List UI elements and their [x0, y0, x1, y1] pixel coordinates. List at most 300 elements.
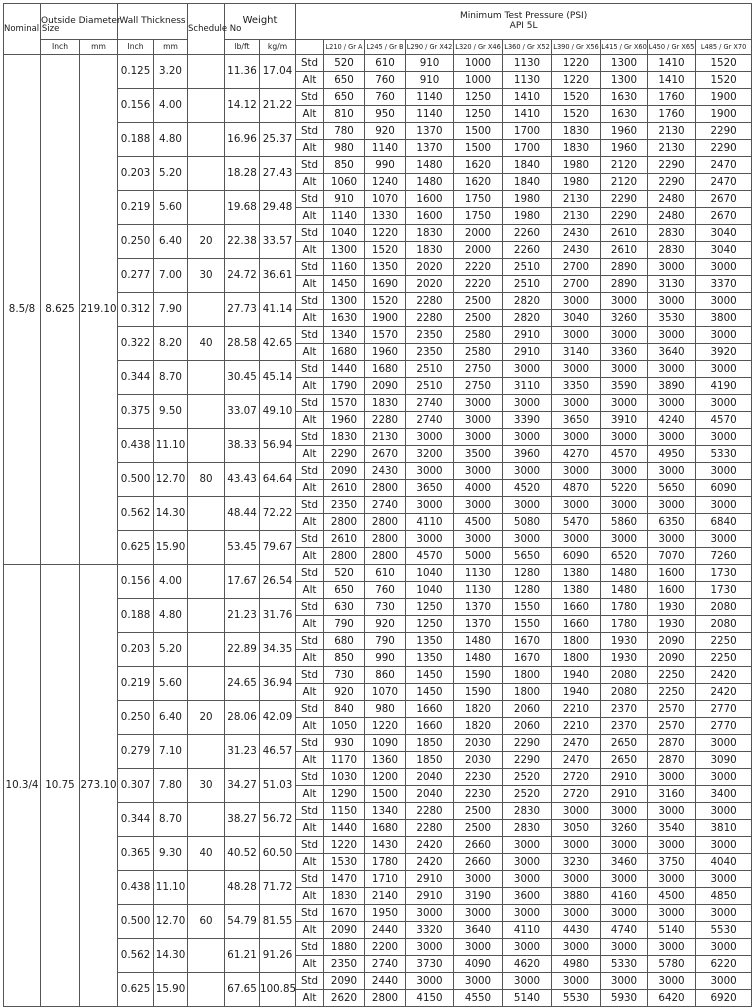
- pressure-cell: 5650: [503, 548, 552, 565]
- pressure-cell: 3000: [454, 395, 503, 412]
- pressure-cell: 1410: [648, 72, 696, 89]
- wall-inch-cell: 0.500: [118, 905, 154, 939]
- schedule-cell: [188, 531, 225, 565]
- pressure-cell: 1950: [365, 905, 406, 922]
- pressure-cell: 1140: [324, 208, 365, 225]
- weight-lbft-cell: 24.65: [225, 667, 260, 701]
- schedule-cell: 20: [188, 225, 225, 259]
- pressure-cell: 2350: [406, 344, 454, 361]
- pressure-cell: 3000: [503, 361, 552, 378]
- schedule-cell: [188, 361, 225, 395]
- pressure-cell: 2890: [601, 259, 648, 276]
- pressure-cell: 2430: [552, 225, 601, 242]
- pressure-cell: 3000: [552, 803, 601, 820]
- weight-lbft-cell: 18.28: [225, 157, 260, 191]
- pressure-cell: 3000: [696, 497, 752, 514]
- pressure-cell: 5930: [601, 990, 648, 1007]
- pressure-cell: 760: [365, 582, 406, 599]
- weight-kgm-cell: 100.85: [260, 973, 296, 1007]
- schedule-cell: [188, 633, 225, 667]
- weight-lbft-cell: 30.45: [225, 361, 260, 395]
- pressure-cell: 2740: [365, 956, 406, 973]
- wall-mm-cell: 5.20: [154, 157, 188, 191]
- pressure-cell: 2610: [601, 242, 648, 259]
- schedule-cell: [188, 973, 225, 1007]
- pressure-cell: 2250: [648, 684, 696, 701]
- pressure-cell: 1000: [454, 72, 503, 89]
- pressure-cell: 5220: [601, 480, 648, 497]
- pressure-cell: 2020: [406, 276, 454, 293]
- pressure-cell: 1670: [503, 650, 552, 667]
- weight-kgm-cell: 49.10: [260, 395, 296, 429]
- wall-mm-cell: 4.00: [154, 89, 188, 123]
- pressure-cell: 1900: [365, 310, 406, 327]
- wall-inch-cell: 0.277: [118, 259, 154, 293]
- pressure-cell: 1600: [648, 582, 696, 599]
- std-label-cell: Std: [296, 497, 324, 514]
- pressure-cell: 1830: [324, 429, 365, 446]
- pressure-cell: 2090: [365, 378, 406, 395]
- alt-label-cell: Alt: [296, 344, 324, 361]
- pressure-cell: 3880: [552, 888, 601, 905]
- pressure-cell: 2720: [552, 769, 601, 786]
- wall-mm-cell: 14.30: [154, 939, 188, 973]
- alt-label-cell: Alt: [296, 106, 324, 123]
- pressure-cell: 1070: [365, 191, 406, 208]
- nominal-size-cell: 10.3/4: [4, 565, 41, 1007]
- wall-mm-cell: 12.70: [154, 463, 188, 497]
- pressure-cell: 2510: [406, 361, 454, 378]
- wall-mm-cell: 5.60: [154, 191, 188, 225]
- pressure-cell: 5470: [552, 514, 601, 531]
- pressure-cell: 2800: [365, 531, 406, 548]
- pressure-cell: 1380: [552, 565, 601, 582]
- pressure-cell: 1470: [324, 871, 365, 888]
- pressure-cell: 1520: [696, 55, 752, 72]
- wall-mm-cell: 15.90: [154, 973, 188, 1007]
- pressure-cell: 3000: [454, 939, 503, 956]
- pressure-cell: 2440: [365, 922, 406, 939]
- pressure-cell: 1620: [454, 174, 503, 191]
- pressure-cell: 1070: [365, 684, 406, 701]
- schedule-cell: 60: [188, 905, 225, 939]
- pressure-cell: 2220: [454, 276, 503, 293]
- pressure-cell: 3000: [601, 837, 648, 854]
- std-label-cell: Std: [296, 259, 324, 276]
- alt-label-cell: Alt: [296, 72, 324, 89]
- pressure-cell: 2700: [552, 259, 601, 276]
- pressure-cell: 2060: [503, 701, 552, 718]
- pressure-cell: 650: [324, 582, 365, 599]
- weight-lbft-cell: 19.68: [225, 191, 260, 225]
- pressure-cell: 1760: [648, 89, 696, 106]
- pressure-cell: 6920: [696, 990, 752, 1007]
- pressure-cell: 3000: [406, 497, 454, 514]
- alt-label-cell: Alt: [296, 956, 324, 973]
- unit-header: kg/m: [260, 40, 296, 55]
- pressure-cell: 860: [365, 667, 406, 684]
- pressure-cell: 1520: [365, 293, 406, 310]
- pressure-cell: 1680: [365, 361, 406, 378]
- pressure-cell: 4500: [454, 514, 503, 531]
- pressure-cell: 2420: [696, 684, 752, 701]
- pressure-cell: 1670: [324, 905, 365, 922]
- pressure-cell: 2280: [365, 412, 406, 429]
- pressure-cell: 1820: [454, 718, 503, 735]
- wall-inch-cell: 0.625: [118, 973, 154, 1007]
- weight-kgm-cell: 45.14: [260, 361, 296, 395]
- wall-mm-cell: 5.20: [154, 633, 188, 667]
- pressure-cell: 1140: [365, 140, 406, 157]
- pressure-cell: 1000: [454, 55, 503, 72]
- weight-kgm-cell: 81.55: [260, 905, 296, 939]
- pressure-cell: 3810: [696, 820, 752, 837]
- weight-kgm-cell: 79.67: [260, 531, 296, 565]
- alt-label-cell: Alt: [296, 854, 324, 871]
- pressure-cell: 2720: [552, 786, 601, 803]
- pressure-cell: 1440: [324, 820, 365, 837]
- nominal-size-header: Nominal Size: [4, 4, 41, 55]
- pressure-cell: 1370: [406, 123, 454, 140]
- pressure-cell: 3000: [552, 905, 601, 922]
- pressure-cell: 1790: [324, 378, 365, 395]
- pressure-cell: 2290: [503, 752, 552, 769]
- weight-kgm-cell: 42.09: [260, 701, 296, 735]
- schedule-cell: 30: [188, 259, 225, 293]
- weight-kgm-cell: 91.26: [260, 939, 296, 973]
- pressure-cell: 1980: [503, 191, 552, 208]
- pressure-cell: 2260: [503, 225, 552, 242]
- pressure-cell: 3600: [503, 888, 552, 905]
- od-inch-cell: 8.625: [41, 55, 80, 565]
- weight-lbft-cell: 11.36: [225, 55, 260, 89]
- pressure-cell: 3000: [696, 531, 752, 548]
- pressure-cell: 4190: [696, 378, 752, 395]
- pressure-cell: 3040: [696, 225, 752, 242]
- pressure-cell: 5140: [503, 990, 552, 1007]
- wall-mm-cell: 8.70: [154, 803, 188, 837]
- wall-inch-cell: 0.322: [118, 327, 154, 361]
- pressure-cell: 3000: [601, 327, 648, 344]
- pressure-cell: 610: [365, 565, 406, 582]
- pressure-cell: 3000: [601, 973, 648, 990]
- pressure-cell: 1170: [324, 752, 365, 769]
- weight-kgm-cell: 33.57: [260, 225, 296, 259]
- pressure-cell: 3000: [503, 854, 552, 871]
- pressure-cell: 3000: [648, 327, 696, 344]
- pressure-cell: 2280: [406, 803, 454, 820]
- pressure-cell: 6350: [648, 514, 696, 531]
- wall-inch-cell: 0.625: [118, 531, 154, 565]
- pressure-cell: 2290: [696, 123, 752, 140]
- pressure-cell: 7260: [696, 548, 752, 565]
- schedule-cell: [188, 871, 225, 905]
- wall-inch-cell: 0.219: [118, 667, 154, 701]
- pressure-cell: 3000: [552, 361, 601, 378]
- pressure-cell: 3730: [406, 956, 454, 973]
- pressure-cell: 3000: [454, 412, 503, 429]
- pressure-cell: 2290: [696, 140, 752, 157]
- wall-mm-cell: 7.90: [154, 293, 188, 327]
- pressure-cell: 1550: [503, 599, 552, 616]
- pressure-cell: 5140: [648, 922, 696, 939]
- pressure-cell: 2080: [696, 616, 752, 633]
- wall-mm-cell: 7.00: [154, 259, 188, 293]
- pressure-cell: 3000: [696, 361, 752, 378]
- schedule-cell: 80: [188, 463, 225, 497]
- pressure-cell: 3000: [696, 871, 752, 888]
- weight-kgm-cell: 72.22: [260, 497, 296, 531]
- wall-inch-cell: 0.344: [118, 361, 154, 395]
- pressure-cell: 730: [365, 599, 406, 616]
- weight-kgm-cell: 56.72: [260, 803, 296, 837]
- std-label-cell: Std: [296, 463, 324, 480]
- pressure-cell: 3910: [601, 412, 648, 429]
- pressure-cell: 3000: [503, 973, 552, 990]
- std-label-cell: Std: [296, 803, 324, 820]
- pressure-cell: 2230: [454, 786, 503, 803]
- schedule-cell: [188, 599, 225, 633]
- pressure-cell: 3000: [552, 463, 601, 480]
- alt-label-cell: Alt: [296, 718, 324, 735]
- schedule-cell: [188, 395, 225, 429]
- pressure-cell: 3000: [648, 939, 696, 956]
- pressure-cell: 2750: [454, 361, 503, 378]
- pressure-cell: 2030: [454, 752, 503, 769]
- weight-lbft-cell: 14.12: [225, 89, 260, 123]
- pressure-cell: 1040: [406, 565, 454, 582]
- pressure-cell: 2570: [648, 718, 696, 735]
- pressure-cell: 1450: [406, 684, 454, 701]
- pressure-cell: 6220: [696, 956, 752, 973]
- pressure-cell: 3000: [648, 531, 696, 548]
- pressure-cell: 5530: [552, 990, 601, 1007]
- pressure-cell: 1410: [503, 89, 552, 106]
- pressure-cell: 1850: [406, 735, 454, 752]
- alt-label-cell: Alt: [296, 548, 324, 565]
- pressure-cell: 930: [324, 735, 365, 752]
- pressure-cell: 2420: [406, 837, 454, 854]
- std-label-cell: Std: [296, 361, 324, 378]
- std-label-cell: Std: [296, 905, 324, 922]
- pressure-cell: 2130: [648, 123, 696, 140]
- pressure-cell: 980: [324, 140, 365, 157]
- pressure-cell: 2740: [365, 497, 406, 514]
- std-label-cell: Std: [296, 123, 324, 140]
- wall-inch-cell: 0.156: [118, 89, 154, 123]
- pressure-cell: 6840: [696, 514, 752, 531]
- pressure-cell: 3500: [454, 446, 503, 463]
- wall-mm-cell: 11.10: [154, 871, 188, 905]
- wall-inch-cell: 0.279: [118, 735, 154, 769]
- pressure-cell: 3000: [696, 395, 752, 412]
- pressure-cell: 2280: [406, 820, 454, 837]
- pressure-cell: 2090: [324, 463, 365, 480]
- pressure-cell: 2800: [324, 514, 365, 531]
- pressure-cell: 2220: [454, 259, 503, 276]
- weight-lbft-cell: 27.73: [225, 293, 260, 327]
- pressure-cell: 1370: [454, 616, 503, 633]
- weight-kgm-cell: 64.64: [260, 463, 296, 497]
- pressure-cell: 3230: [552, 854, 601, 871]
- schedule-cell: 40: [188, 327, 225, 361]
- pressure-cell: 2750: [454, 378, 503, 395]
- pressure-cell: 950: [365, 106, 406, 123]
- alt-label-cell: Alt: [296, 208, 324, 225]
- pressure-cell: 1680: [365, 820, 406, 837]
- pressure-cell: 3000: [601, 905, 648, 922]
- pressure-cell: 3000: [552, 429, 601, 446]
- pressure-cell: 4040: [696, 854, 752, 871]
- pressure-cell: 1480: [601, 565, 648, 582]
- pressure-cell: 2080: [601, 667, 648, 684]
- pressure-cell: 1300: [601, 55, 648, 72]
- pressure-cell: 1430: [365, 837, 406, 854]
- unit-header: Inch: [118, 40, 154, 55]
- pressure-cell: 1220: [365, 225, 406, 242]
- pressure-cell: 4870: [552, 480, 601, 497]
- grade-header: L360 / Gr X52: [503, 40, 552, 55]
- wall-mm-cell: 8.70: [154, 361, 188, 395]
- pressure-cell: 3530: [648, 310, 696, 327]
- pressure-cell: 5650: [648, 480, 696, 497]
- pressure-cell: 5000: [454, 548, 503, 565]
- pressure-cell: 2200: [365, 939, 406, 956]
- weight-lbft-cell: 48.28: [225, 871, 260, 905]
- pressure-cell: 2420: [696, 667, 752, 684]
- std-label-cell: Std: [296, 565, 324, 582]
- pressure-cell: 1700: [503, 123, 552, 140]
- pressure-cell: 3000: [696, 905, 752, 922]
- pressure-cell: 1500: [454, 123, 503, 140]
- wall-mm-cell: 11.10: [154, 429, 188, 463]
- alt-label-cell: Alt: [296, 650, 324, 667]
- weight-lbft-cell: 40.52: [225, 837, 260, 871]
- pressure-cell: 4980: [552, 956, 601, 973]
- weight-kgm-cell: 60.50: [260, 837, 296, 871]
- pressure-cell: 2770: [696, 701, 752, 718]
- pressure-cell: 2800: [365, 548, 406, 565]
- pressure-cell: 2470: [696, 157, 752, 174]
- pressure-cell: 6420: [648, 990, 696, 1007]
- pressure-cell: 3750: [648, 854, 696, 871]
- pressure-cell: 630: [324, 599, 365, 616]
- pressure-cell: 4950: [648, 446, 696, 463]
- pressure-cell: 1960: [324, 412, 365, 429]
- weight-kgm-cell: 46.57: [260, 735, 296, 769]
- pressure-cell: 3000: [552, 871, 601, 888]
- pressure-cell: 520: [324, 55, 365, 72]
- pressure-cell: 1300: [601, 72, 648, 89]
- pressure-cell: 1730: [696, 565, 752, 582]
- pressure-cell: 3000: [503, 531, 552, 548]
- pressure-cell: 2650: [601, 752, 648, 769]
- wall-inch-cell: 0.125: [118, 55, 154, 89]
- wall-mm-cell: 14.30: [154, 497, 188, 531]
- pressure-cell: 2910: [406, 871, 454, 888]
- pressure-cell: 3890: [648, 378, 696, 395]
- pressure-cell: 3000: [648, 871, 696, 888]
- alt-label-cell: Alt: [296, 412, 324, 429]
- weight-lbft-cell: 17.67: [225, 565, 260, 599]
- pressure-cell: 2290: [601, 191, 648, 208]
- pressure-cell: 3000: [696, 463, 752, 480]
- pressure-cell: 4160: [601, 888, 648, 905]
- alt-label-cell: Alt: [296, 242, 324, 259]
- pressure-cell: 2420: [406, 854, 454, 871]
- pressure-cell: 1850: [406, 752, 454, 769]
- weight-header: Weight: [225, 4, 296, 40]
- pressure-cell: 7070: [648, 548, 696, 565]
- wall-mm-cell: 9.30: [154, 837, 188, 871]
- pressure-cell: 1290: [324, 786, 365, 803]
- pressure-cell: 1360: [365, 752, 406, 769]
- pressure-cell: 1130: [503, 72, 552, 89]
- pressure-cell: 1480: [406, 174, 454, 191]
- schedule-cell: [188, 565, 225, 599]
- pressure-cell: 2910: [406, 888, 454, 905]
- pressure-cell: 3000: [601, 871, 648, 888]
- pressure-cell: 1780: [365, 854, 406, 871]
- pressure-cell: 840: [324, 701, 365, 718]
- pressure-cell: 2060: [503, 718, 552, 735]
- pressure-cell: 2290: [601, 208, 648, 225]
- pressure-cell: 3000: [648, 497, 696, 514]
- pressure-cell: 1530: [324, 854, 365, 871]
- pressure-cell: 3650: [552, 412, 601, 429]
- pressure-cell: 2510: [406, 378, 454, 395]
- pressure-cell: 3000: [406, 463, 454, 480]
- pressure-cell: 1930: [601, 633, 648, 650]
- pressure-cell: 1940: [552, 684, 601, 701]
- pressure-cell: 2260: [503, 242, 552, 259]
- pressure-cell: 2650: [601, 735, 648, 752]
- pressure-cell: 2740: [406, 412, 454, 429]
- pressure-cell: 2800: [365, 514, 406, 531]
- wall-inch-cell: 0.203: [118, 633, 154, 667]
- pressure-cell: 3000: [503, 497, 552, 514]
- schedule-cell: [188, 89, 225, 123]
- pressure-cell: 2280: [406, 310, 454, 327]
- outside-diameter-header: Outside Diameter: [41, 4, 118, 40]
- pressure-cell: 3140: [552, 344, 601, 361]
- pressure-cell: 3400: [696, 786, 752, 803]
- pressure-cell: 2000: [454, 225, 503, 242]
- pressure-cell: 2440: [365, 973, 406, 990]
- unit-header: mm: [154, 40, 188, 55]
- unit-header: lb/ft: [225, 40, 260, 55]
- unit-header: Inch: [41, 40, 80, 55]
- pressure-cell: 4150: [406, 990, 454, 1007]
- pressure-cell: 2740: [406, 395, 454, 412]
- std-label-cell: Std: [296, 225, 324, 242]
- pressure-cell: 3000: [648, 395, 696, 412]
- pressure-cell: 3920: [696, 344, 752, 361]
- pressure-cell: 1370: [454, 599, 503, 616]
- std-label-cell: Std: [296, 157, 324, 174]
- schedule-cell: 30: [188, 769, 225, 803]
- weight-kgm-cell: 71.72: [260, 871, 296, 905]
- weight-lbft-cell: 43.43: [225, 463, 260, 497]
- pressure-cell: 1690: [365, 276, 406, 293]
- alt-label-cell: Alt: [296, 582, 324, 599]
- pressure-cell: 2610: [601, 225, 648, 242]
- pressure-cell: 3000: [552, 327, 601, 344]
- pressure-cell: 3110: [503, 378, 552, 395]
- wall-inch-cell: 0.250: [118, 701, 154, 735]
- pressure-cell: 1840: [503, 174, 552, 191]
- weight-lbft-cell: 61.21: [225, 939, 260, 973]
